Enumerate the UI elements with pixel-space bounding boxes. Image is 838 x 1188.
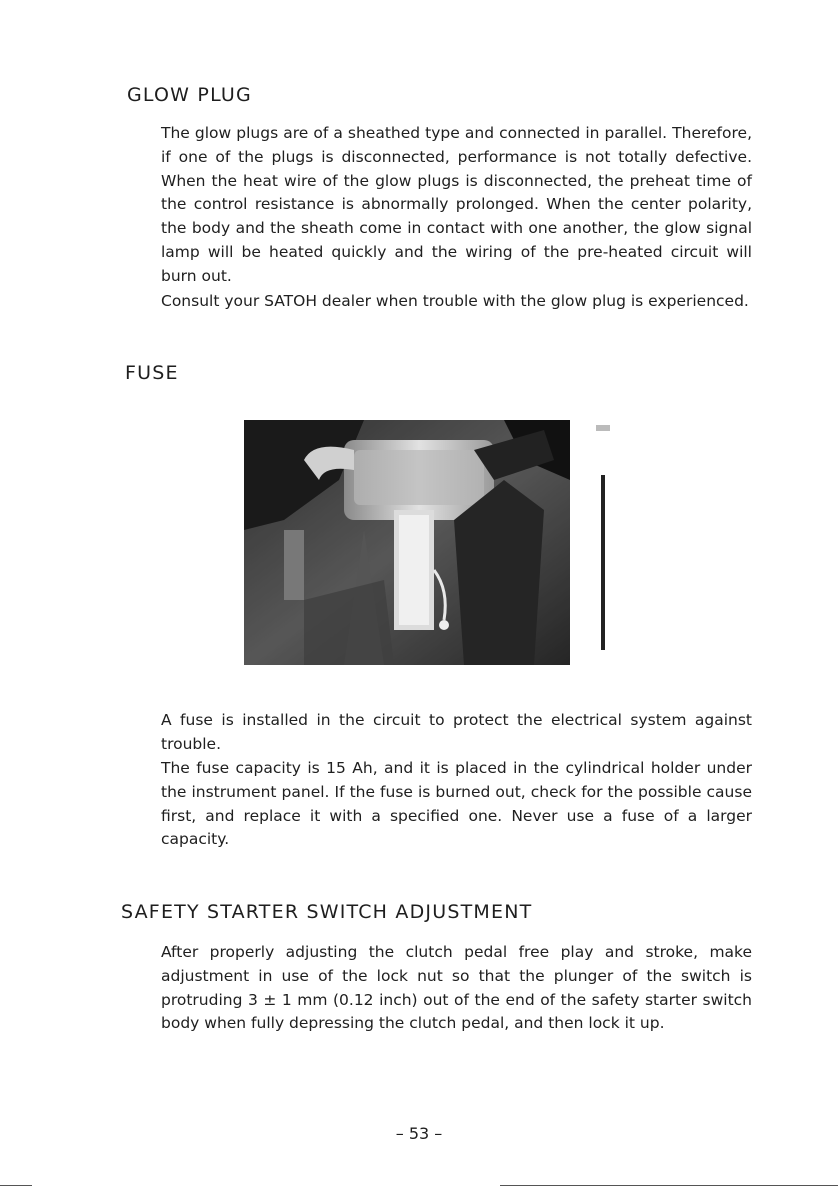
fuse-holder-photo (244, 420, 570, 665)
glow-plug-paragraph-1: The glow plugs are of a sheathed type and connected in parallel. Therefore, if one of the plugs is disconnected, performance is not totally defective. When the heat wire of the glow plugs is disconnected, the preheat time of the control resistance is abnormally prolonged. When the center polarity, the body and the sheath come in contact with one another, the glow signal lamp will be heated quickly and the wiring of the pre-heated circuit will burn out. (161, 124, 752, 285)
fuse-heading: FUSE (125, 362, 179, 384)
safety-switch-paragraph: After properly adjusting the clutch pedal free play and stroke, make adjustment in use of the lock nut so that the plunger of the switch is protruding 3 ± 1 mm (0.12 inch) out of the end of the safety starter switch body when fully depressing the clutch pedal, and then lock it up. (161, 943, 752, 1033)
glow-plug-heading: GLOW PLUG (127, 84, 252, 106)
glow-plug-paragraph-2: Consult your SATOH dealer when trouble with the glow plug is experienced. (161, 292, 749, 310)
photo-side-strip (596, 420, 616, 660)
fuse-paragraph-2: The fuse capacity is 15 Ah, and it is placed in the cylindrical holder under the instrument panel. If the fuse is burned out, check for the possible cause first, and replace it with a specified one. Never use a fuse of a larger capacity. (161, 759, 752, 849)
safety-switch-heading: SAFETY STARTER SWITCH ADJUSTMENT (121, 901, 533, 923)
bottom-rule-right (500, 1185, 838, 1186)
page-number: – 53 – (395, 1124, 443, 1143)
fuse-paragraph-1: A fuse is installed in the circuit to protect the electrical system against trouble. (161, 711, 752, 753)
bottom-rule-left (0, 1185, 32, 1186)
